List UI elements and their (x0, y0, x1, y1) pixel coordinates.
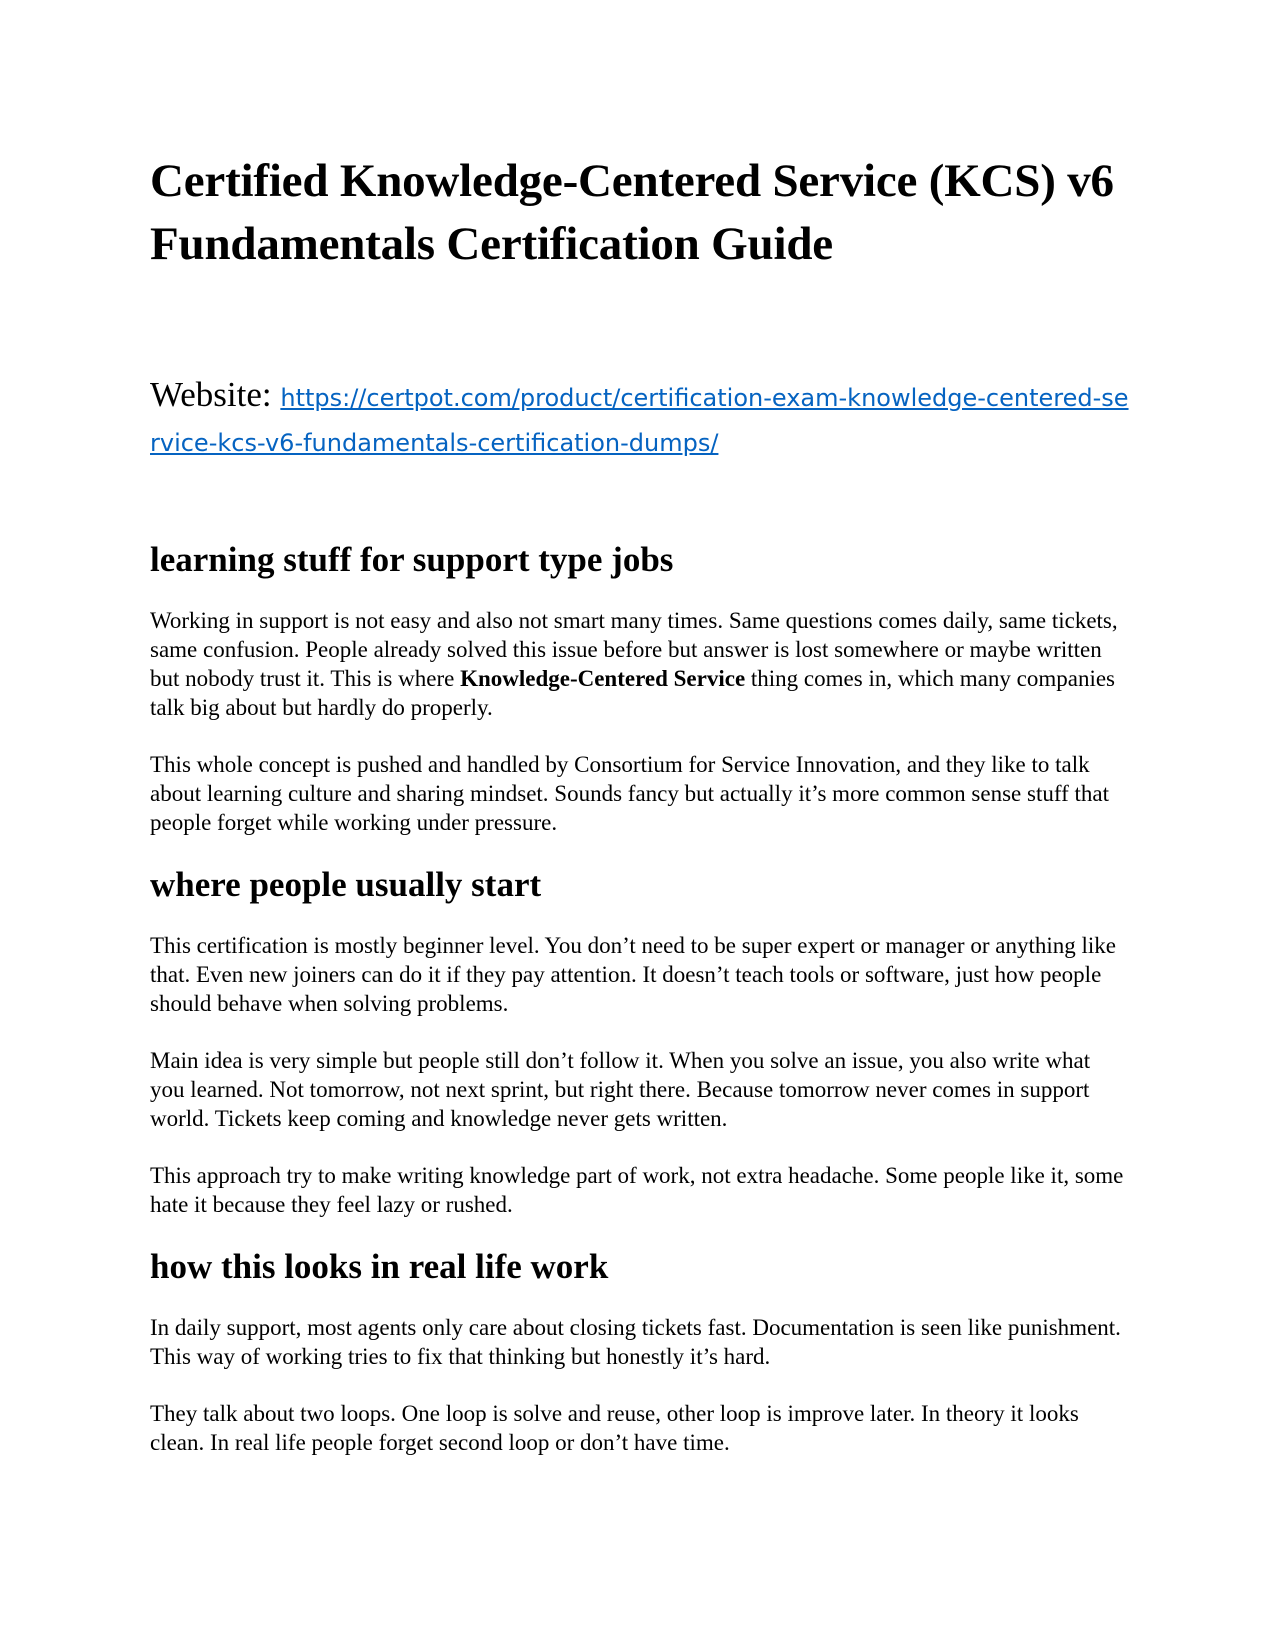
paragraph (150, 606, 1130, 722)
document-page (150, 150, 1130, 1457)
paragraph: In daily support, most agents only care about closing tickets fast. Documentation is seen like punishment. This way of working tries to fix that thinking but honestly it’s hard. (150, 1315, 1121, 1369)
website-line (150, 374, 1130, 464)
paragraph: They talk about two loops. One loop is solve and reuse, other loop is improve later. In theory it looks clean. In real life people forget second loop or don’t have time. (150, 1401, 1079, 1455)
section-heading-learning: learning stuff for support type jobs (150, 540, 674, 579)
section-heading-real-life: how this looks in real life work (150, 1247, 609, 1286)
section-heading-start: where people usually start (150, 865, 542, 904)
website-label: Website: (150, 375, 272, 414)
paragraph: This certification is mostly beginner level. You don’t need to be super expert or manager or anything like that. Even new joiners can do it if they pay attention. It doesn’t teach tools or software, just how people should behave when solving problems. (150, 933, 1116, 1016)
paragraph: This whole concept is pushed and handled by Consortium for Service Innovation, and they like to talk about learning culture and sharing mindset. Sounds fancy but actually it’s more common sense stuff that people forget while working under pressure. (150, 752, 1109, 835)
paragraph-bold-term: Knowledge-Centered Service (460, 666, 746, 691)
document-title: Certified Knowledge-Centered Service (KCS) v6 Fundamentals Certification Guide (150, 155, 1114, 270)
paragraph: This approach try to make writing knowledge part of work, not extra headache. Some people like it, some hate it because they feel lazy or rushed. (150, 1163, 1124, 1217)
paragraph-text: Working in support is not easy and also not smart many times. Same questions comes daily, same tickets, same confusion. People already solved this issue before but answer is lost somewhere or maybe written but nobody trust it. This is where (150, 608, 1118, 691)
paragraph: Main idea is very simple but people still don’t follow it. When you solve an issue, you also write what you learned. Not tomorrow, not next sprint, but right there. Because tomorrow never comes in support world. Tickets keep coming and knowledge never gets written. (150, 1048, 1091, 1131)
paragraph-text: thing comes in, which many companies talk big about but hardly do properly. (150, 666, 1115, 720)
website-link[interactable]: https://certpot.com/product/certification-exam-knowledge-centered-service-kcs-v6-fundamentals-certification-dumps/ (150, 384, 1129, 457)
